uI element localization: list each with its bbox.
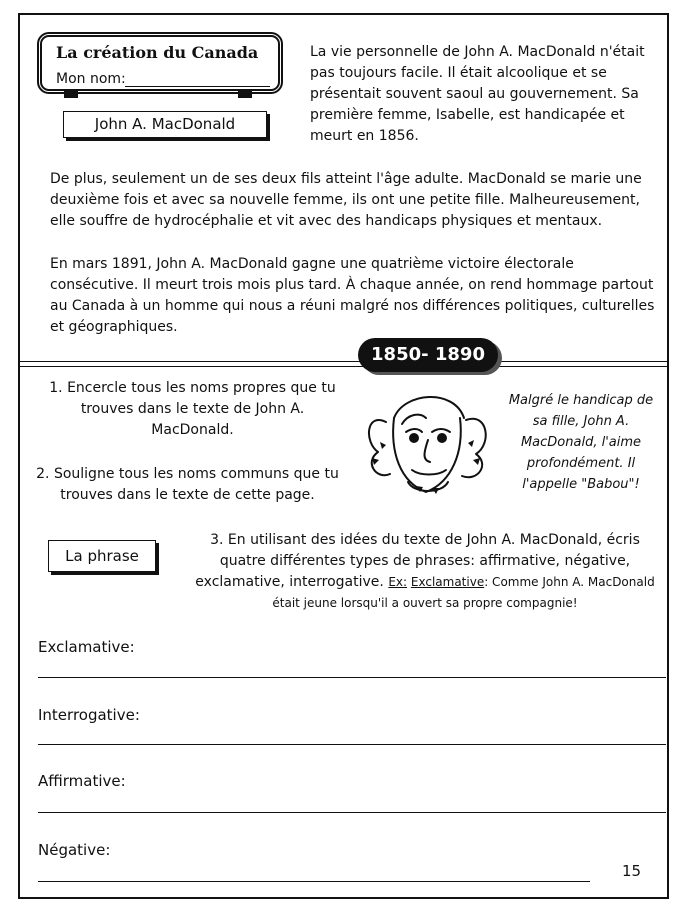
question-3-main: 3. En utilisant des idées du texte de John A. MacDonald, écris quatre différentes types de phrases: affirmative, négative, exclamative, interrogative.: [195, 532, 640, 590]
section-label-phrase: La phrase: [48, 540, 156, 572]
question-3: [186, 530, 664, 614]
answer-line-negative[interactable]: [38, 881, 590, 882]
answer-label-exclamative: Exclamative:: [38, 638, 135, 656]
answer-label-interrogative: Interrogative:: [38, 706, 140, 724]
answer-label-affirmative: Affirmative:: [38, 772, 126, 790]
name-input-line[interactable]: [125, 86, 270, 87]
date-range-badge: 1850- 1890: [358, 338, 498, 372]
example-type: Exclamative: [410, 575, 485, 589]
intro-paragraph: La vie personnelle de John A. MacDonald n'était pas toujours facile. Il était alcoolique et se présentait souvent saoul au gouvernement. Sa première femme, Isabelle, est handicapée et meurt en 1856.: [310, 44, 645, 144]
macdonald-portrait: [356, 382, 496, 512]
example-label: Ex: Exclamative: Comme John A. MacDonald était jeune lorsqu'il a ouvert sa propre compagnie!: [272, 575, 655, 610]
paragraph-3: En mars 1891, John A. MacDonald gagne une quatrième victoire électorale consécutive. Il meurt trois mois plus tard. À chaque année, on rend hommage partout au Canada à un homme qui nous a réuni malgré nos différences politiques, culturelles et géographiques.: [50, 256, 655, 335]
answer-line-interrogative[interactable]: [38, 744, 666, 745]
title-box: [37, 32, 283, 94]
question-1: 1. Encercle tous les noms propres que tu trouves dans le texte de John A. MacDonald.: [49, 380, 336, 438]
subject-label: John A. MacDonald: [63, 111, 267, 138]
answer-label-negative: Négative:: [38, 841, 111, 859]
paragraph-2: De plus, seulement un de ses deux fils atteint l'âge adulte. MacDonald se marie une deuxième fois et avec sa nouvelle femme, ils ont une petite fille. Malheureusement, elle souffre de hydrocéphalie et vit avec des handicaps physiques et mentaux.: [50, 171, 642, 229]
worksheet-title: La création du Canada: [56, 43, 259, 62]
answer-line-exclamative[interactable]: [38, 677, 666, 678]
example-text: : Comme John A. MacDonald était jeune lorsqu'il a ouvert sa propre compagnie!: [272, 575, 655, 610]
title-box-tab: [64, 90, 78, 98]
section-divider: [18, 361, 669, 362]
question-2: 2. Souligne tous les noms communs que tu trouves dans le texte de cette page.: [36, 466, 339, 503]
title-box-tab: [238, 90, 252, 98]
section-divider: [18, 366, 669, 367]
answer-line-affirmative[interactable]: [38, 812, 666, 813]
portrait-caption: Malgré le handicap de sa fille, John A. MacDonald, l'aime profondément. Il l'appelle "Babou"!: [508, 393, 654, 492]
name-label: Mon nom:: [56, 71, 126, 87]
page-number: 15: [622, 862, 642, 880]
